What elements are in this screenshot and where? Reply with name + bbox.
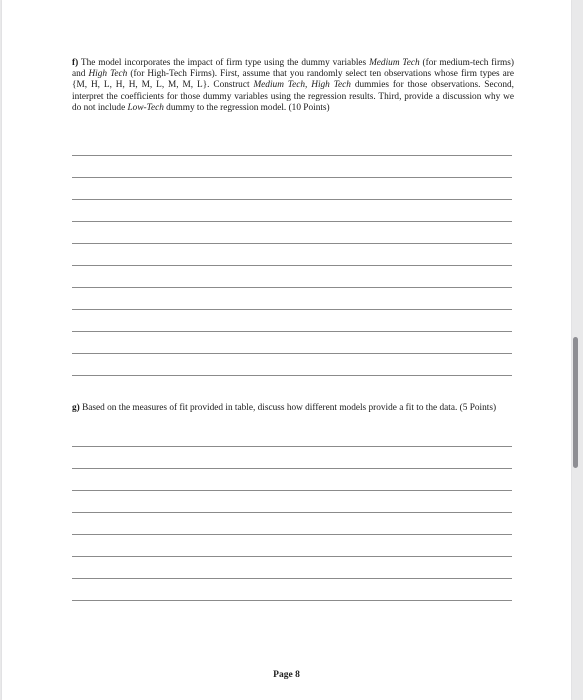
scrollbar[interactable] <box>573 0 579 700</box>
question-f-answer-line <box>72 287 512 288</box>
question-f-answer-line <box>72 177 512 178</box>
question-f-text-3: (for High-Tech Firms). First, assume that you randomly select ten observations whose firm types are {M, H, L, H, H, M, L, M, M, L}. Construct <box>72 69 515 91</box>
question-f-answer-line <box>72 199 512 200</box>
question-f-medium-tech: Medium Tech <box>369 58 420 68</box>
question-f-high-tech: High Tech <box>88 69 128 80</box>
question-g <box>72 403 514 414</box>
question-g-answer-line <box>72 468 512 469</box>
question-f-text-4: dummies for those observations. Second, interpret the coefficients for those dummy variables using the regression results. Third, provide a discussion why we do not include <box>72 80 514 113</box>
question-f-text-5: dummy to the regression model. (10 Points) <box>163 102 330 113</box>
question-f-low-tech: Low-Tech <box>127 102 164 113</box>
question-f-answer-line <box>72 353 512 354</box>
question-f <box>72 58 514 114</box>
question-f-answer-line <box>72 221 512 222</box>
question-f-text-1: The model incorporates the impact of firm type using the dummy variables <box>78 58 370 68</box>
question-f-text-2: (for medium-tech firms) and <box>72 58 514 80</box>
page-number: Page 8 <box>273 670 300 680</box>
question-g-answer-line <box>72 534 512 535</box>
question-f-answer-line <box>72 265 512 266</box>
question-g-answer-line <box>72 556 512 557</box>
question-g-answer-line <box>72 446 512 447</box>
document-page <box>2 0 571 700</box>
question-g-answer-line <box>72 490 512 491</box>
question-f-answer-line <box>72 309 512 310</box>
question-f-dummies: Medium Tech, High Tech <box>253 80 351 91</box>
question-f-answer-line <box>72 155 512 156</box>
scrollbar-thumb[interactable] <box>573 337 578 468</box>
question-g-answer-line <box>72 512 512 513</box>
question-f-label: f) <box>72 58 79 68</box>
question-g-text: Based on the measures of fit provided in table, discuss how different models provide a fit to the data. (5 Points) <box>79 403 497 413</box>
question-g-label: g) <box>72 403 80 413</box>
question-f-answer-line <box>72 243 512 244</box>
question-f-answer-line <box>72 375 512 376</box>
question-g-answer-line <box>72 600 512 601</box>
question-f-answer-line <box>72 331 512 332</box>
question-g-answer-line <box>72 578 512 579</box>
